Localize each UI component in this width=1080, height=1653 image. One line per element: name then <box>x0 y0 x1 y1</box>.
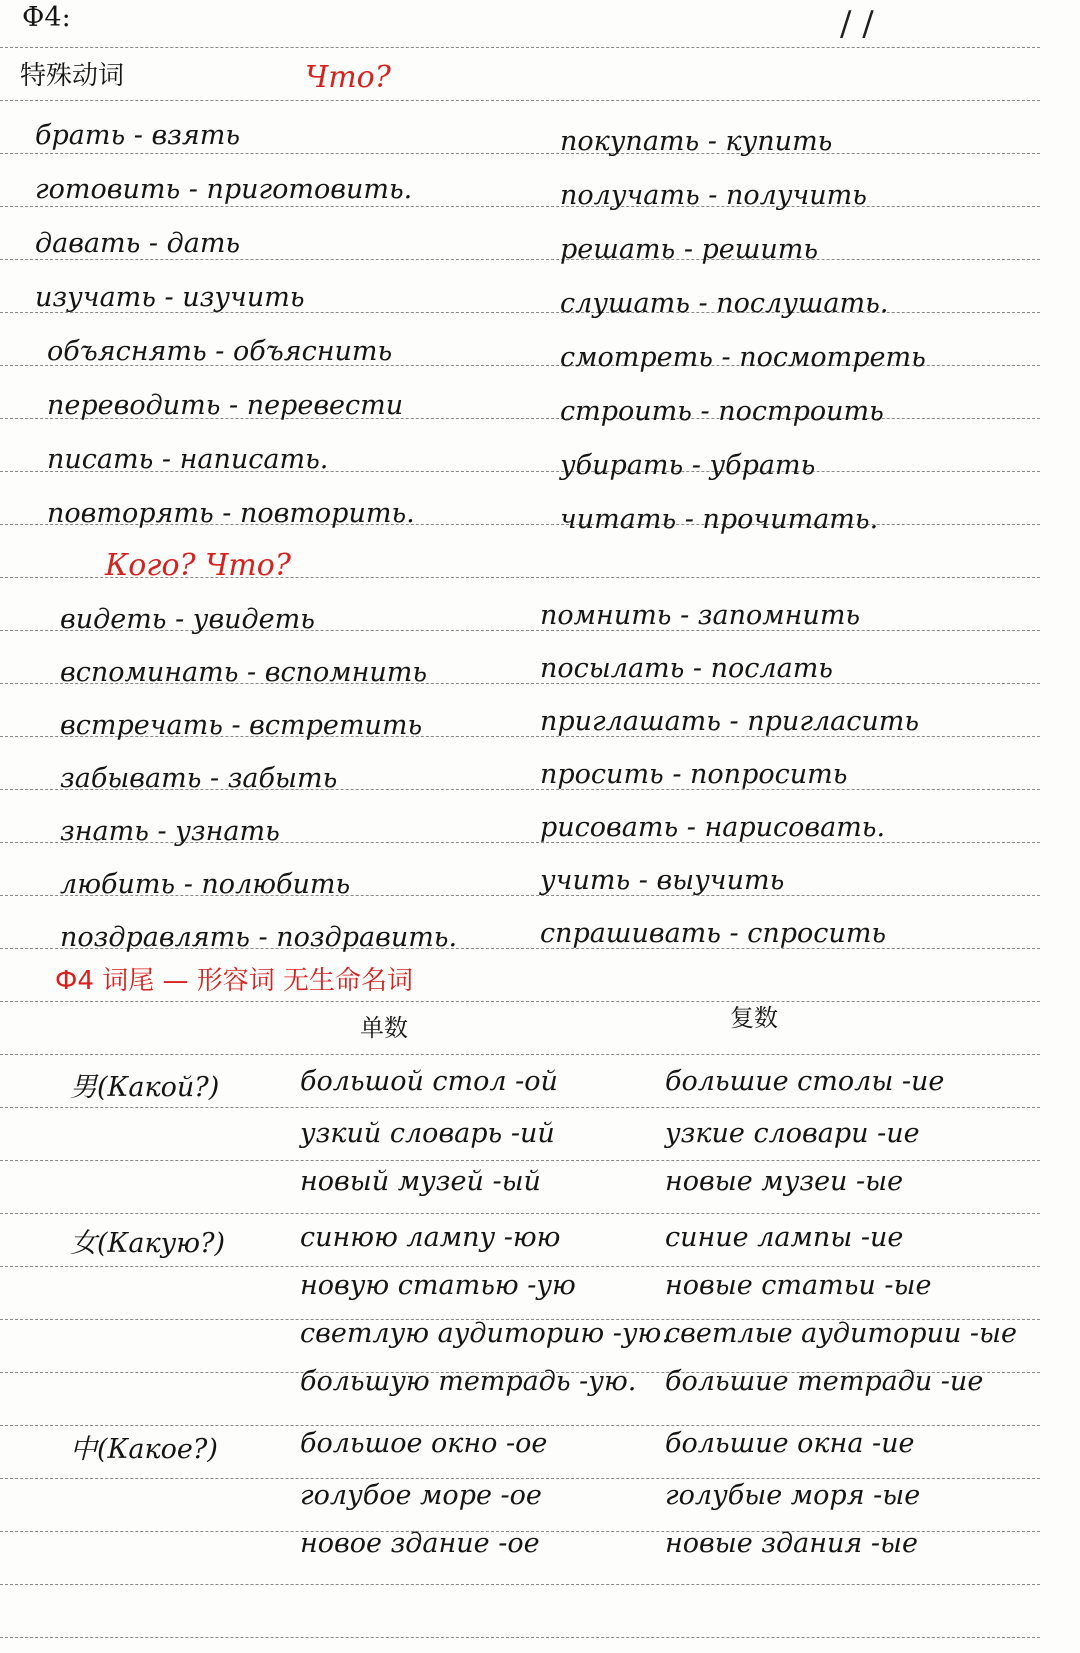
verb-pair-left: поздравлять - поздравить. <box>60 922 458 953</box>
ruled-line <box>0 100 1040 101</box>
ruled-line <box>0 1266 1040 1267</box>
gender-label: 中(Какое?) <box>70 1434 218 1465</box>
verb-pair-left: переводить - перевести <box>47 390 404 421</box>
plural-form: новые статьи -ые <box>665 1270 932 1301</box>
verb-pair-right: строить - построить <box>560 396 884 427</box>
verb-pair-right: учить - выучить <box>540 865 785 896</box>
plural-form: голубые моря -ые <box>665 1480 921 1511</box>
plural-form: светлые аудитории -ые <box>665 1318 1018 1349</box>
verb-pair-left: вспоминать - вспомнить <box>60 657 428 688</box>
ruled-line <box>0 1584 1040 1585</box>
verb-pair-left: писать - написать. <box>47 444 329 475</box>
ruled-line <box>0 1425 1040 1426</box>
verb-pair-left: объяснять - объяснить <box>47 336 393 367</box>
verb-pair-right: покупать - купить <box>560 126 833 157</box>
verb-pair-left: повторять - повторить. <box>47 498 415 529</box>
singular-form: светлую аудиторию -ую. <box>300 1318 670 1349</box>
section2-question: Кого? Что? <box>105 548 291 583</box>
ruled-line <box>0 206 1040 207</box>
verb-pair-left: встречать - встретить <box>60 710 423 741</box>
section1-title: 特殊动词 <box>20 61 125 91</box>
verb-pair-right: приглашать - пригласить <box>540 706 920 737</box>
verb-pair-right: решать - решить <box>560 234 819 265</box>
column-plural: 复数 <box>730 1004 778 1032</box>
plural-form: узкие словари -ие <box>665 1118 920 1149</box>
verb-pair-left: забывать - забыть <box>60 763 338 794</box>
singular-form: большое окно -ое <box>300 1428 548 1459</box>
plural-form: новые здания -ые <box>665 1528 918 1559</box>
singular-form: большой стол -ой <box>300 1066 558 1097</box>
verb-pair-right: спрашивать - спросить <box>540 918 887 949</box>
verb-pair-right: рисовать - нарисовать. <box>540 812 886 843</box>
verb-pair-right: слушать - послушать. <box>560 288 889 319</box>
plural-form: большие тетради -ие <box>665 1366 984 1397</box>
verb-pair-left: изучать - изучить <box>35 282 305 313</box>
gender-label: 男(Какой?) <box>70 1072 220 1103</box>
plural-form: синие лампы -ие <box>665 1222 904 1253</box>
singular-form: узкий словарь -ий <box>300 1118 555 1149</box>
section1-question: Что? <box>305 60 391 95</box>
ruled-line <box>0 1001 1040 1002</box>
verb-pair-right: получать - получить <box>560 180 867 211</box>
gender-label: 女(Какую?) <box>70 1228 226 1259</box>
plural-form: большие столы -ие <box>665 1066 945 1097</box>
ruled-line <box>0 1107 1040 1108</box>
verb-pair-left: давать - дать <box>35 228 241 259</box>
lesson-label: Ф4: <box>22 2 71 33</box>
ruled-line <box>0 47 1040 48</box>
verb-pair-left: брать - взять <box>35 120 241 151</box>
verb-pair-left: видеть - увидеть <box>60 604 315 635</box>
ruled-line <box>0 1160 1040 1161</box>
section3-title: Ф4 词尾 — 形容词 无生命名词 <box>55 966 413 996</box>
plural-form: новые музеи -ые <box>665 1166 904 1197</box>
column-singular: 单数 <box>360 1014 408 1042</box>
verb-pair-left: любить - полюбить <box>60 869 351 900</box>
singular-form: новую статью -ую <box>300 1270 576 1301</box>
singular-form: новое здание -ое <box>300 1528 540 1559</box>
ruled-line <box>0 1637 1040 1638</box>
singular-form: новый музей -ый <box>300 1166 541 1197</box>
plural-form: большие окна -ие <box>665 1428 915 1459</box>
verb-pair-left: знать - узнать <box>60 816 280 847</box>
verb-pair-left: готовить - приготовить. <box>35 174 413 205</box>
verb-pair-right: просить - попросить <box>540 759 848 790</box>
singular-form: синюю лампу -юю <box>300 1222 561 1253</box>
singular-form: большую тетрадь -ую. <box>300 1366 637 1397</box>
ruled-line <box>0 1213 1040 1214</box>
ruled-line <box>0 1478 1040 1479</box>
ruled-line <box>0 153 1040 154</box>
verb-pair-right: посылать - послать <box>540 653 833 684</box>
verb-pair-right: читать - прочитать. <box>560 504 879 535</box>
verb-pair-right: смотреть - посмотреть <box>560 342 926 373</box>
singular-form: голубое море -ое <box>300 1480 542 1511</box>
date-marks: / / <box>840 4 874 44</box>
ruled-line <box>0 1054 1040 1055</box>
verb-pair-right: убирать - убрать <box>560 450 816 481</box>
verb-pair-right: помнить - запомнить <box>540 600 861 631</box>
